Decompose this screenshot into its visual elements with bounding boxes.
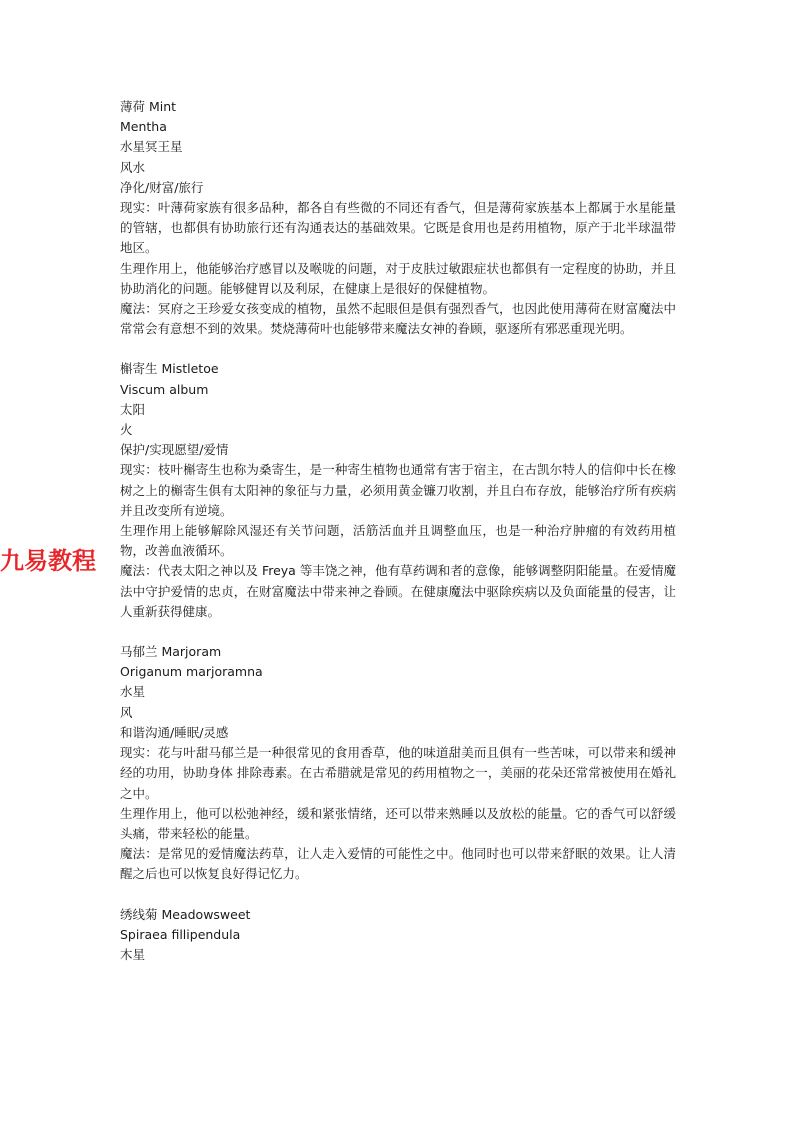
herb-planet: 水星 — [120, 684, 146, 700]
herb-reality: 现实：枝叶槲寄生也称为桑寄生，是一种寄生植物也通常有害于宿主，在古凯尔特人的信仰中长在橡树之上的槲寄生俱有太阳神的象征与力量，必须用黄金镰刀收割，并且白布存放，能够治疗所有疾病并且改变所有逆境。 — [120, 462, 676, 518]
herb-physiology: 生理作用上，他能够治疗感冒以及喉咙的问题，对于皮肤过敏跟症状也都俱有一定程度的协助，并且协助消化的问题。能够健胃以及利尿，在健康上是很好的保健植物。 — [120, 260, 676, 296]
herb-planet: 木星 — [120, 946, 146, 962]
herb-physiology: 生理作用上能够解除风湿还有关节问题，活筋活血并且调整血压，也是一种治疗肿瘤的有效药用植物，改善血液循环。 — [120, 523, 676, 559]
herb-entry — [120, 359, 676, 622]
herb-planet: 水星冥王星 — [120, 139, 183, 155]
herb-uses: 保护/实现愿望/爱情 — [120, 442, 229, 458]
herb-latin-name: Origanum marjoramna — [120, 664, 263, 680]
entry-spacer — [120, 885, 676, 905]
herb-element: 风水 — [120, 159, 146, 175]
herb-name: 薄荷 Mint — [120, 99, 177, 114]
herb-magic: 魔法：冥府之王珍爱女孩变成的植物，虽然不起眼但是俱有强烈香气，也因此使用薄荷在财富魔法中常常会有意想不到的效果。焚烧薄荷叶也能够带来魔法女神的眷顾，驱逐所有邪恶重现光明。 — [120, 301, 676, 337]
herb-entry — [120, 642, 676, 884]
herb-entry — [120, 905, 676, 966]
entry-spacer — [120, 339, 676, 359]
herb-uses: 和谐沟通/睡眠/灵感 — [120, 724, 229, 740]
entry-spacer — [120, 622, 676, 642]
herb-latin-name: Spiraea fillipendula — [120, 926, 241, 942]
herb-magic: 魔法：代表太阳之神以及 Freya 等丰饶之神，他有草药调和者的意像，能够调整阴阳能量。在爱情魔法中守护爱情的忠贞，在财富魔法中带来神之眷顾。在健康魔法中驱除疾病以及负面能量的侵害，让人重新获得健康。 — [120, 563, 676, 619]
herb-reality: 现实：花与叶甜马郁兰是一种很常见的食用香草，他的味道甜美而且俱有一些苦味，可以带来和缓神经的功用，协助身体 排除毒素。在古希腊就是常见的药用植物之一，美丽的花朵还常常被使用在婚礼之中。 — [120, 745, 676, 801]
herb-latin-name: Mentha — [120, 119, 167, 135]
herb-element: 火 — [120, 422, 133, 438]
herb-name: 槲寄生 Mistletoe — [120, 361, 219, 377]
herb-magic: 魔法：是常见的爱情魔法药草，让人走入爱情的可能性之中。他同时也可以带来舒眠的效果。让人清醒之后也可以恢复良好得记忆力。 — [120, 846, 676, 882]
herb-uses: 净化/财富/旅行 — [120, 179, 204, 195]
herb-latin-name: Viscum album — [120, 381, 209, 397]
document-body — [120, 97, 676, 965]
herb-name: 马郁兰 Marjoram — [120, 644, 222, 660]
herb-physiology: 生理作用上，他可以松弛神经，缓和紧张情绪，还可以带来熟睡以及放松的能量。它的香气可以舒缓头痛，带来轻松的能量。 — [120, 805, 676, 841]
herb-element: 风 — [120, 704, 133, 720]
herb-reality: 现实：叶薄荷家族有很多品种，都各自有些微的不同还有香气，但是薄荷家族基本上都属于水星能量的管辖，也都俱有协助旅行还有沟通表达的基础效果。它既是食用也是药用植物，原产于北半球温带地区。 — [120, 200, 676, 256]
watermark-text: 九易教程 — [0, 547, 96, 575]
herb-planet: 太阳 — [120, 401, 146, 417]
herb-entry — [120, 97, 676, 339]
herb-name: 绣线菊 Meadowsweet — [120, 906, 251, 922]
